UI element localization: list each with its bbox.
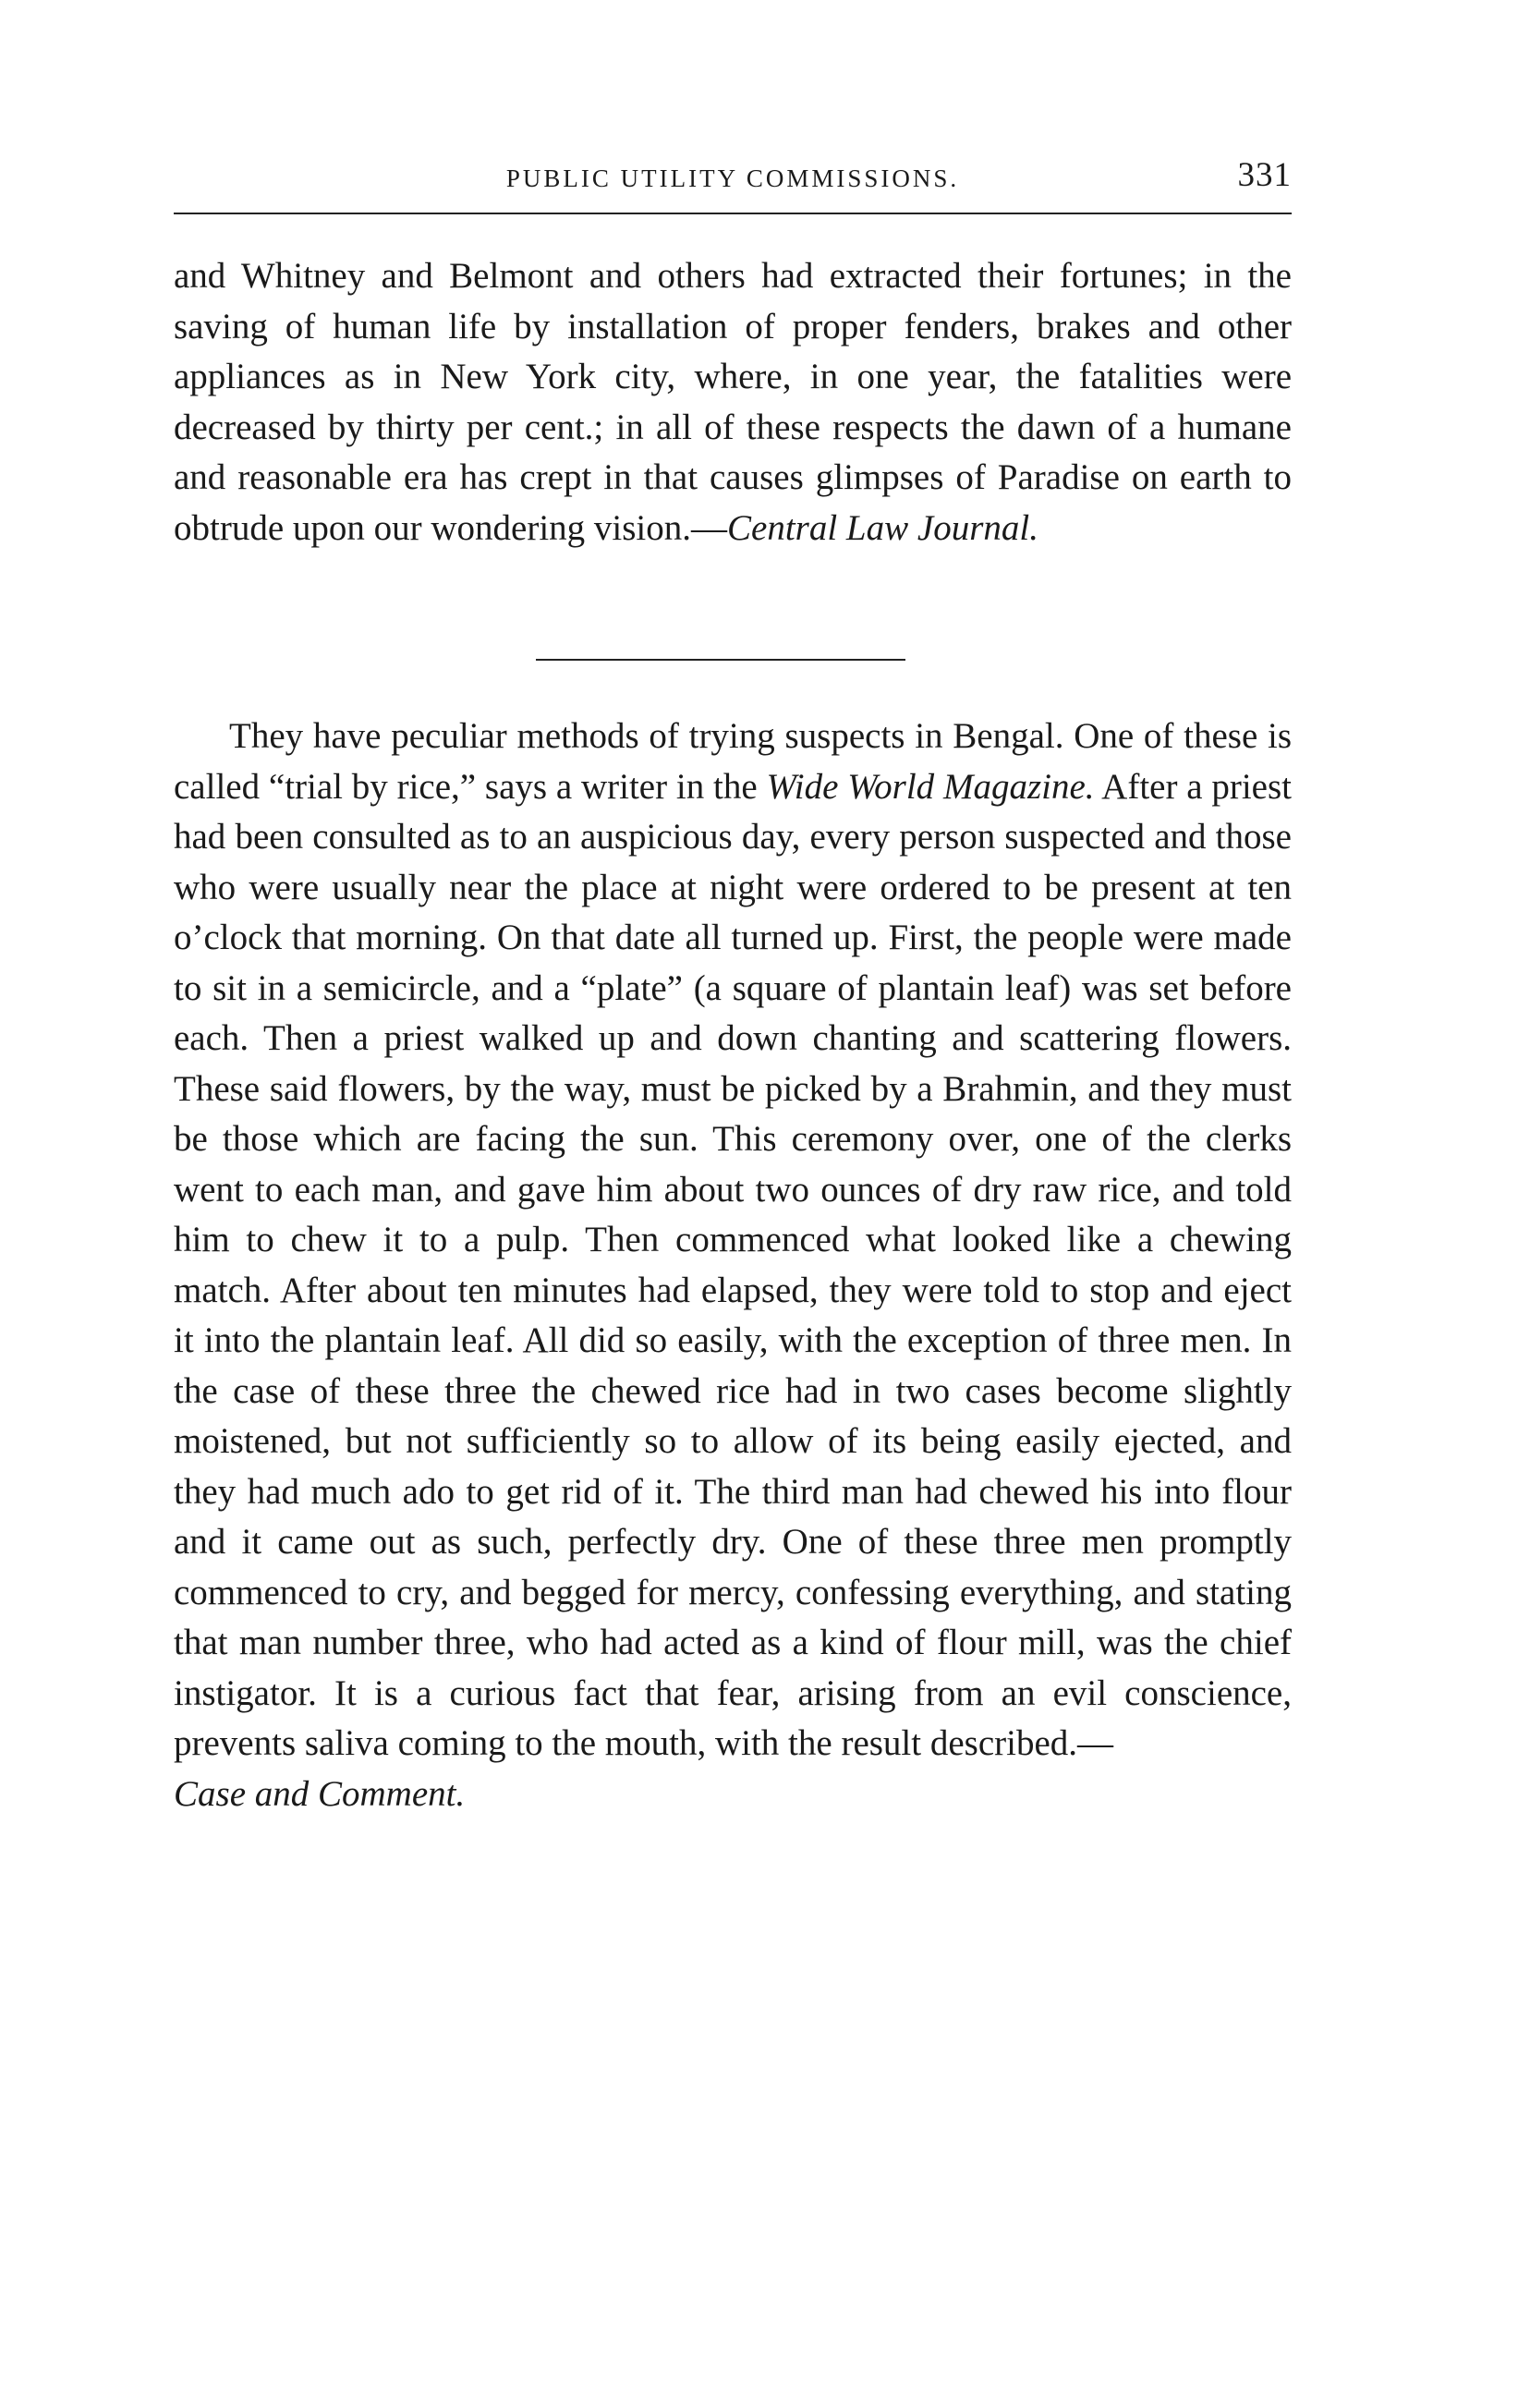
section-separator bbox=[536, 659, 905, 661]
paragraph-text: and Whitney and Belmont and others had extracted their fortunes; in the saving of human life by installation of proper fenders, brakes and other appliances as in New York city, where, in one year, the fatalities were decreased by thirty per cent.; in all of these respects the dawn of a humane and reasonable era has crept in that causes glimpses of Paradise on earth to obtrude upon our wondering vision.— bbox=[174, 256, 1292, 548]
running-title: PUBLIC UTILITY COMMISSIONS. bbox=[505, 164, 960, 192]
source-citation: Case and Comment. bbox=[174, 1773, 466, 1814]
header-rule bbox=[174, 213, 1292, 214]
paragraph bbox=[174, 711, 1292, 1819]
magazine-title: Wide World Magazine. bbox=[766, 766, 1095, 807]
source-citation: Central Law Journal. bbox=[727, 507, 1038, 548]
paragraph-text-intro: They have peculiar methods of trying suspects in Bengal. One of these is called “trial by rice,” says a writer in the bbox=[174, 716, 1292, 807]
continued-paragraph bbox=[174, 251, 1292, 553]
article-paragraph bbox=[174, 711, 1292, 1819]
paragraph bbox=[174, 251, 1292, 553]
page-number: 331 bbox=[1237, 156, 1292, 194]
paragraph-text-body: After a priest had been consulted as to an auspicious day, every person suspected and those who were usually near the place at night were ordered to be present at ten o’clock that morning. On that date all turned up. First, the people were made to sit in a semicircle, and a “plate” (a square of plantain leaf) was set before each. Then a priest walked up and down chanting and scattering flowers. These said flowers, by the way, must be picked by a Brahmin, and they must be those which are facing the sun. This ceremony over, one of the clerks went to each man, and gave him about two ounces of dry raw rice, and told him to chew it to a pulp. Then commenced what looked like a chewing match. After about ten minutes had elapsed, they were told to stop and eject it into the plantain leaf. All did so easily, with the exception of three men. In the case of these three the chewed rice had in two cases become slightly moistened, but not sufficiently so to allow of its being easily ejected, and they had much ado to get rid of it. The third man had chewed his into flour and it came out as such, perfectly dry. One of these three men promptly commenced to cry, and begged for mercy, confessing everything, and stating that man number three, who had acted as a kind of flour mill, was the chief instigator. It is a curious fact that fear, arising from an evil conscience, prevents saliva coming to the mouth, with the result described.— bbox=[174, 766, 1293, 1763]
running-head bbox=[174, 157, 1292, 203]
